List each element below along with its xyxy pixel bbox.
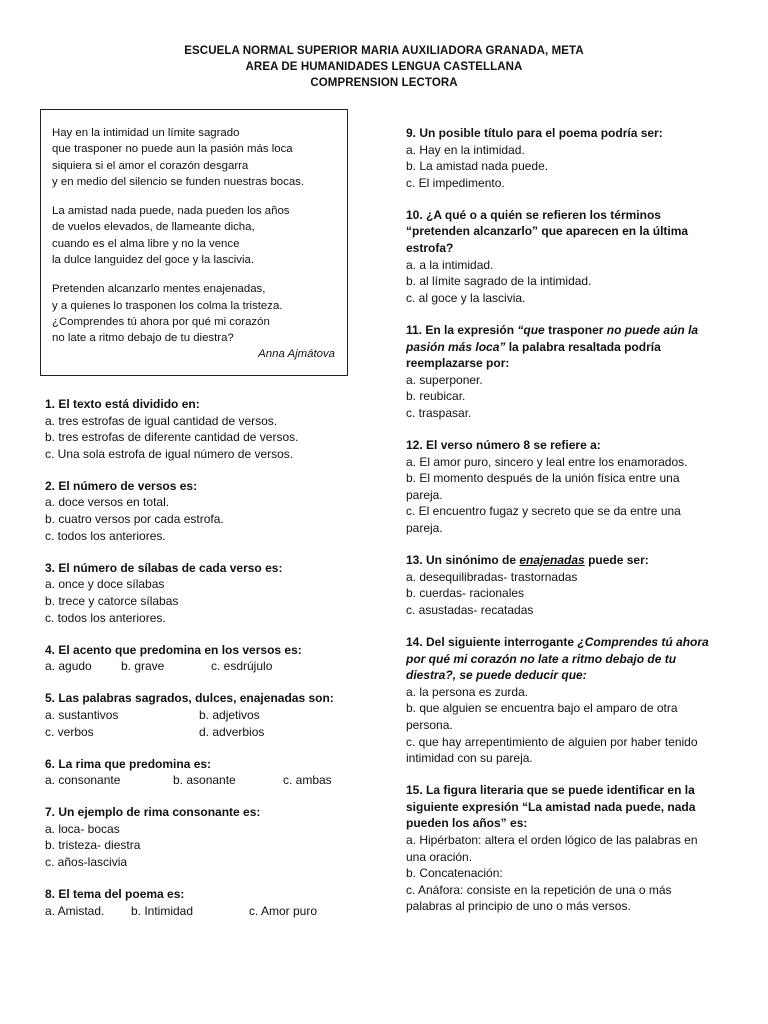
worksheet-title: COMPRENSION LECTORA bbox=[310, 77, 458, 89]
answer-option: a. once y doce sílabas bbox=[45, 577, 165, 592]
question-title bbox=[406, 339, 726, 356]
poem-verse: siquiera si el amor el corazón desgarra bbox=[52, 159, 249, 172]
question-title: 15. La figura literaria que se puede identificar en la bbox=[406, 783, 695, 798]
answer-option: b. asonante bbox=[173, 773, 236, 788]
answer-option: a. superponer. bbox=[406, 372, 483, 387]
answer-option: a. Amistad. bbox=[45, 903, 105, 918]
answer-option: b. Concatenación: bbox=[406, 866, 503, 881]
answer-option: b. trece y catorce sílabas bbox=[45, 593, 179, 608]
answer-option: a. Hipérbaton: altera el orden lógico de las palabras en bbox=[406, 832, 698, 847]
answer-option: b. al límite sagrado de la intimidad. bbox=[406, 274, 592, 289]
school-name: ESCUELA NORMAL SUPERIOR MARIA AUXILIADORA GRANADA, META bbox=[184, 45, 584, 57]
answer-option: persona. bbox=[406, 717, 453, 732]
question-title bbox=[406, 651, 726, 668]
answer-option: b. tristeza- diestra bbox=[45, 838, 141, 853]
question-title: reemplazarse por: bbox=[406, 356, 510, 371]
answer-option: a. Hay en la intimidad. bbox=[406, 142, 525, 157]
question-title: 9. Un posible título para el poema podría ser: bbox=[406, 126, 663, 140]
answer-option: b. adjetivos bbox=[199, 707, 260, 722]
answer-option: b. que alguien se encuentra bajo el amparo de otra bbox=[406, 701, 678, 716]
question-text: 13. Un sinónimo de bbox=[406, 553, 520, 568]
answer-option: a. doce versos en total. bbox=[45, 495, 170, 510]
question-11 bbox=[406, 322, 726, 422]
answer-option: c. todos los anteriores. bbox=[45, 528, 166, 543]
poem-verse: de vuelos elevados, de llameante dicha, bbox=[52, 221, 255, 234]
question-title: 10. ¿A qué o a quién se refieren los términos bbox=[406, 207, 661, 222]
question-title: “pretenden alcanzarlo” que aparecen en la última bbox=[406, 224, 689, 239]
answer-option: a. la persona es zurda. bbox=[406, 684, 529, 699]
question-title bbox=[406, 322, 726, 339]
poem-stanza-3 bbox=[52, 281, 337, 346]
poem-verse: Pretenden alcanzarlo mentes enajenadas, bbox=[52, 283, 266, 296]
question-title: 4. El acento que predomina en los versos es: bbox=[45, 642, 302, 657]
answer-option: c. Una sola estrofa de igual número de versos. bbox=[45, 446, 294, 461]
poem-stanza-2 bbox=[52, 203, 337, 268]
answer-option: intimidad con su pareja. bbox=[406, 751, 533, 766]
poem-verse: que trasponer no puede aun la pasión más loca bbox=[52, 143, 293, 156]
answer-option: a. consonante bbox=[45, 773, 121, 788]
question-text: trasponer bbox=[544, 322, 607, 337]
quoted-text: ¿Comprendes tú ahora bbox=[577, 634, 709, 649]
question-10 bbox=[406, 207, 726, 307]
highlighted-word: “que bbox=[517, 322, 545, 337]
answer-option: palabras al principio de uno o más versos. bbox=[406, 899, 631, 914]
question-title bbox=[406, 552, 726, 569]
answer-options-row bbox=[45, 724, 355, 741]
answer-option: b. La amistad nada puede. bbox=[406, 159, 549, 174]
question-text: 11. En la expresión bbox=[406, 322, 518, 337]
poem-verse: ¿Comprendes tú ahora por qué mi corazón bbox=[52, 315, 270, 328]
answer-option: c. verbos bbox=[45, 724, 94, 739]
answer-option: b. Intimidad bbox=[131, 903, 194, 918]
question-title: 1. El texto está dividido en: bbox=[45, 397, 200, 411]
quoted-text: no puede aún la bbox=[606, 322, 699, 337]
answer-options-row bbox=[45, 707, 355, 724]
underlined-word: enajenadas bbox=[519, 553, 585, 568]
answer-option: c. años-lascivia bbox=[45, 855, 128, 870]
question-title bbox=[406, 634, 726, 651]
question-8 bbox=[45, 886, 355, 919]
answer-option: c. esdrújulo bbox=[211, 659, 273, 674]
question-2 bbox=[45, 478, 355, 544]
question-text: 14. Del siguiente interrogante bbox=[406, 634, 578, 649]
question-12 bbox=[406, 437, 726, 537]
question-15 bbox=[406, 782, 726, 915]
questions-right-column bbox=[406, 125, 726, 930]
question-title: siguiente expresión “La amistad nada puede, nada bbox=[406, 799, 696, 814]
answer-option: a. El amor puro, sincero y leal entre los enamorados. bbox=[406, 454, 688, 469]
answer-option: b. reubicar. bbox=[406, 389, 466, 404]
quoted-text: por qué mi corazón no late a ritmo debajo de tu bbox=[406, 651, 677, 666]
answer-option: c. El encuentro fugaz y secreto que se da entre una bbox=[406, 504, 681, 519]
poem-verse: no late a ritmo debajo de tu diestra? bbox=[52, 332, 234, 345]
answer-options-row bbox=[45, 658, 355, 675]
answer-option: a. desequilibradas- trastornadas bbox=[406, 569, 578, 584]
answer-options-row bbox=[45, 903, 355, 920]
question-title: 5. Las palabras sagrados, dulces, enajenadas son: bbox=[45, 691, 334, 706]
poem-stanza-1 bbox=[52, 125, 337, 190]
question-title: 12. El verso número 8 se refiere a: bbox=[406, 438, 601, 452]
poem-verse: y en medio del silencio se funden nuestras bocas. bbox=[52, 175, 305, 188]
question-title: 8. El tema del poema es: bbox=[45, 887, 185, 902]
poem-verse: La amistad nada puede, nada pueden los años bbox=[52, 205, 290, 218]
quoted-text: pasión más loca” bbox=[406, 339, 506, 354]
department-name: AREA DE HUMANIDADES LENGUA CASTELLANA bbox=[245, 61, 523, 73]
answer-option: a. sustantivos bbox=[45, 707, 119, 722]
answer-option: c. El impedimento. bbox=[406, 175, 505, 190]
poem-verse: Hay en la intimidad un límite sagrado bbox=[52, 127, 240, 139]
answer-option: c. traspasar. bbox=[406, 405, 472, 420]
poem-verse: cuando es el alma libre y no la vence bbox=[52, 237, 240, 250]
answer-option: c. asustadas- recatadas bbox=[406, 602, 534, 617]
answer-option: c. al goce y la lascivia. bbox=[406, 290, 526, 305]
answer-option: b. tres estrofas de diferente cantidad de versos. bbox=[45, 430, 299, 445]
answer-option: d. adverbios bbox=[199, 724, 265, 739]
question-title: 2. El número de versos es: bbox=[45, 478, 198, 493]
question-4 bbox=[45, 642, 355, 675]
answer-option: c. Amor puro bbox=[249, 903, 318, 918]
question-text: puede ser: bbox=[584, 553, 649, 568]
answer-option: b. cuatro versos por cada estrofa. bbox=[45, 512, 224, 527]
question-title: 3. El número de sílabas de cada verso es: bbox=[45, 560, 283, 575]
answer-option: b. El momento después de la unión física entre una bbox=[406, 471, 680, 486]
answer-option: a. loca- bocas bbox=[45, 821, 120, 836]
poem-box bbox=[40, 109, 348, 376]
questions-left-column bbox=[45, 396, 355, 935]
answer-option: b. grave bbox=[121, 659, 165, 674]
question-title: 7. Un ejemplo de rima consonante es: bbox=[45, 805, 261, 820]
question-7 bbox=[45, 804, 355, 870]
poem-verse: la dulce languidez del goce y la lascivia. bbox=[52, 254, 254, 267]
answer-option: b. cuerdas- racionales bbox=[406, 586, 525, 601]
question-title: estrofa? bbox=[406, 241, 454, 256]
question-1 bbox=[45, 396, 355, 462]
question-title bbox=[406, 667, 726, 684]
poem-verse: y a quienes lo trasponen los colma la tristeza. bbox=[52, 299, 283, 312]
quoted-text: diestra? bbox=[406, 668, 453, 683]
answer-option: una oración. bbox=[406, 849, 473, 864]
answer-option: a. agudo bbox=[45, 659, 92, 674]
answer-option: a. a la intimidad. bbox=[406, 257, 494, 272]
question-9 bbox=[406, 125, 726, 191]
question-3 bbox=[45, 560, 355, 626]
question-text: , se puede deducir que: bbox=[452, 668, 587, 683]
question-title: pueden los años” es: bbox=[406, 816, 528, 831]
answer-option: a. tres estrofas de igual cantidad de versos. bbox=[45, 413, 278, 428]
question-13 bbox=[406, 552, 726, 618]
answer-option: pareja. bbox=[406, 520, 443, 535]
question-14 bbox=[406, 634, 726, 767]
answer-options-row bbox=[45, 772, 355, 789]
answer-option: c. todos los anteriores. bbox=[45, 610, 166, 625]
poem-author: Anna Ajmátova bbox=[258, 347, 335, 360]
question-text: la palabra resaltada podría bbox=[505, 339, 661, 354]
question-6 bbox=[45, 756, 355, 789]
answer-option: c. que hay arrepentimiento de alguien por haber tenido bbox=[406, 734, 698, 749]
answer-option: c. Anáfora: consiste en la repetición de una o más bbox=[406, 882, 672, 897]
question-title: 6. La rima que predomina es: bbox=[45, 756, 212, 771]
answer-option: pareja. bbox=[406, 487, 443, 502]
question-5 bbox=[45, 690, 355, 740]
answer-option: c. ambas bbox=[283, 773, 332, 788]
document-header bbox=[0, 43, 768, 91]
